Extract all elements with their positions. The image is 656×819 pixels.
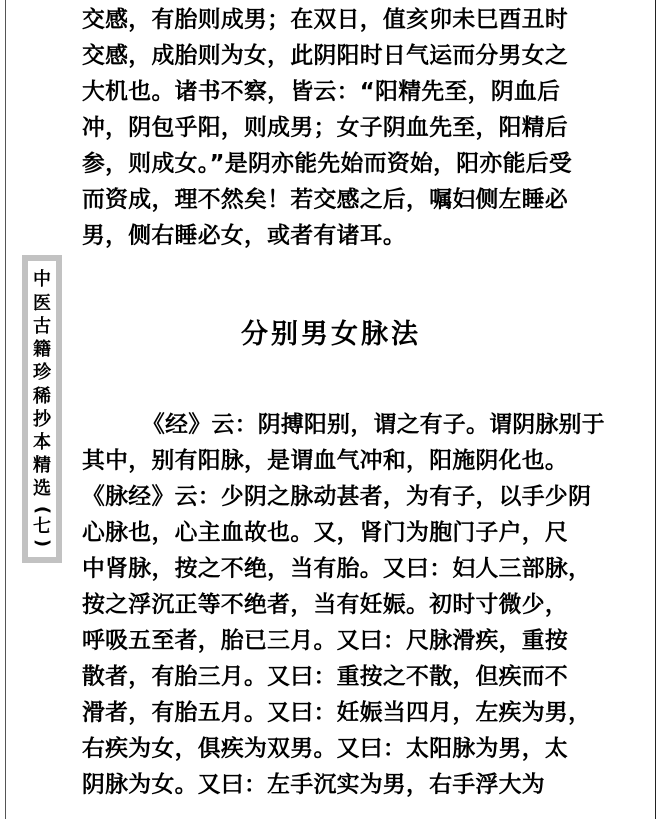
volume-digit: 七	[33, 515, 51, 537]
series-side-tab	[22, 255, 62, 563]
series-title-char: 本	[33, 431, 51, 453]
series-title-char: 中	[33, 269, 51, 291]
text-line: 散者，有胎三月。又曰：重按之不散，但疾而不	[82, 664, 569, 690]
text-line: 其中，别有阳脉，是谓血气冲和，阳施阴化也。	[82, 448, 569, 474]
series-title-char: 籍	[33, 339, 51, 361]
text-line: 交感，成胎则为女，此阴阳时日气运而分男女之	[82, 43, 569, 69]
continued-paragraph	[82, 2, 576, 254]
volume-close-paren: )	[31, 538, 53, 547]
series-title-char: 精	[33, 455, 51, 477]
text-line: 《脉经》云：少阴之脉动甚者，为有子，以手少阴	[82, 484, 592, 510]
series-title-char: 古	[33, 315, 51, 337]
text-line: 右疾为女，俱疾为双男。又曰：太阳脉为男，太	[82, 736, 569, 762]
text-line: 交感，有胎则成男；在双日，值亥卯未巳酉丑时	[82, 7, 569, 33]
text-line: 滑者，有胎五月。又曰：妊娠当四月，左疾为男，	[82, 700, 592, 726]
section-paragraph	[82, 407, 605, 803]
text-line: 中肾脉，按之不绝，当有胎。又曰：妇人三部脉，	[82, 556, 592, 582]
text-line: 冲，阴包乎阳，则成男；女子阴血先至，阳精后	[82, 115, 569, 141]
series-title-char: 稀	[33, 385, 51, 407]
text-line: 而资成，理不然矣！若交感之后，嘱妇侧左睡必	[82, 187, 569, 213]
text-line: 阴脉为女。又曰：左手沉实为男，右手浮大为	[82, 772, 545, 798]
text-line: 大机也。诸书不察，皆云：“阳精先至，阴血后	[82, 79, 561, 105]
text-line: 参，则成女。”是阴亦能先始而资始，阳亦能后受	[82, 151, 573, 177]
volume-number	[33, 503, 51, 550]
text-line: 男，侧右睡必女，或者有诸耳。	[82, 223, 407, 249]
text-line: 按之浮沉正等不绝者，当有妊娠。初时寸微少，	[82, 592, 569, 618]
series-title-char: 抄	[33, 408, 51, 430]
series-title-char: 选	[33, 478, 51, 500]
text-line: 呼吸五至者，胎已三月。又曰：尺脉滑疾，重按	[82, 628, 569, 654]
section-title: 分别男女脉法	[241, 319, 421, 350]
text-line: 《经》云：阴搏阳别，谓之有子。谓阴脉别于	[142, 412, 605, 438]
series-title-char: 珍	[33, 362, 51, 384]
volume-open-paren: (	[31, 505, 53, 514]
text-line: 心脉也，心主血故也。又，肾门为胞门子户，尺	[82, 520, 569, 546]
series-title-char: 医	[33, 292, 51, 314]
page-margin-line	[5, 0, 6, 819]
